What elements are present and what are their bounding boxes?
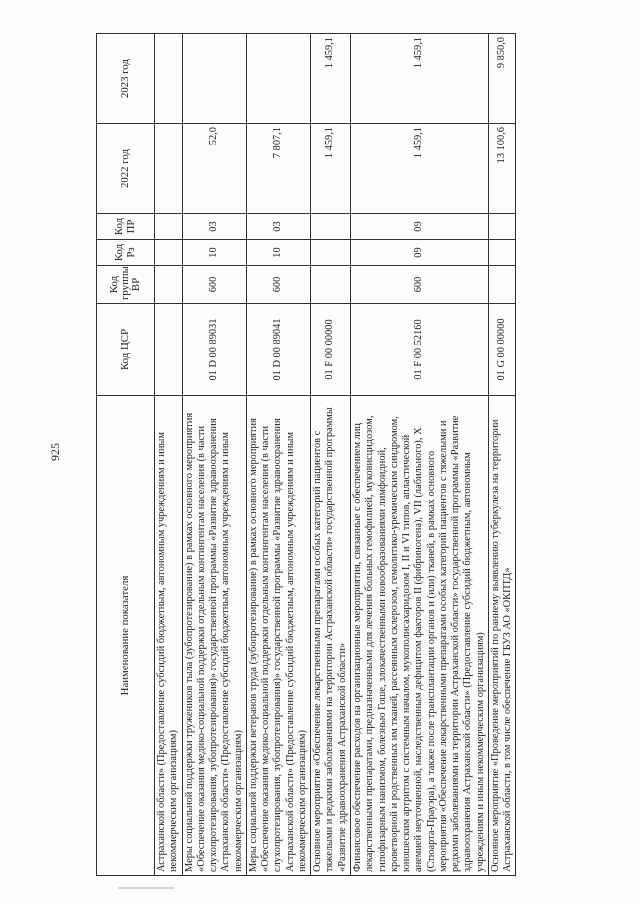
row-rz: 10 bbox=[246, 240, 310, 266]
row-csr bbox=[155, 304, 183, 396]
row-2022: 1 459,1 bbox=[311, 124, 351, 214]
budget-table bbox=[96, 33, 516, 876]
row-csr: 01 F 00 52160 bbox=[350, 304, 488, 396]
table-row bbox=[182, 34, 246, 876]
row-name: Меры социальной поддержки тружеников тыла (зубопротезирование) в рамках основного мероприятия «Обеспечение оказания медико-социальной поддержки отдельным контингентам населения (в части слухопротезирования, зубопротезирования)» государственной программы «Развитие здравоохранения Астраханской области» (Предоставление субсидий бюджетным, автономным учреждениям и иным некоммерческим организациям) bbox=[182, 396, 246, 876]
row-vr: 600 bbox=[182, 266, 246, 304]
row-csr: 01 G 00 00000 bbox=[488, 304, 516, 396]
page-number: 925 bbox=[48, 443, 62, 461]
table-row bbox=[350, 34, 488, 876]
table-header-row bbox=[97, 34, 155, 876]
row-vr: 600 bbox=[246, 266, 310, 304]
row-pr bbox=[488, 214, 516, 240]
row-2022: 13 100,6 bbox=[488, 124, 516, 214]
row-2023 bbox=[182, 34, 246, 124]
row-pr: 03 bbox=[182, 214, 246, 240]
row-csr: 01 F 00 00000 bbox=[311, 304, 351, 396]
row-vr: 600 bbox=[350, 266, 488, 304]
row-rz bbox=[488, 240, 516, 266]
row-2022: 1 459,1 bbox=[350, 124, 488, 214]
row-2023 bbox=[155, 34, 183, 124]
row-pr bbox=[311, 214, 351, 240]
row-name: Основное мероприятие «Проведение мероприятий по раннему выявлению туберкулеза на территории Астраханской области, в том числе обеспечение ГБУЗ АО «ОКПТД» bbox=[488, 396, 516, 876]
header-pr: Код ПР bbox=[97, 214, 155, 240]
row-name: Основное мероприятие «Обеспечение лекарственными препаратами особых категорий пациентов с тяжелыми и редкими заболеваниями на территории Астраханской области» государственной программы «Развитие здравоохранения Астраханской области» bbox=[311, 396, 351, 876]
table-row bbox=[311, 34, 351, 876]
row-2023 bbox=[246, 34, 310, 124]
row-vr bbox=[311, 266, 351, 304]
row-pr: 03 bbox=[246, 214, 310, 240]
row-2023: 1 459,1 bbox=[311, 34, 351, 124]
header-vr: Код группы ВР bbox=[97, 266, 155, 304]
row-vr bbox=[488, 266, 516, 304]
row-name: Астраханской области» (Предоставление субсидий бюджетным, автономным учреждениям и иным некоммерческим организациям) bbox=[155, 396, 183, 876]
header-2022: 2022 год bbox=[97, 124, 155, 214]
table-row bbox=[488, 34, 516, 876]
scan-artifact-line bbox=[118, 887, 174, 889]
row-name: Финансовое обеспечение расходов на организационные мероприятия, связанные с обеспечением лиц лекарственными препаратами, предназначенными для лечения больных гемофилией, муковисцидозом, гипофизарным нанизмом, болезнью Гоше, злокачественными новообразованиями лимфоидной, кроветворной и родственных им тканей, рассеянным склерозом, гемолитико-уремическим синдромом, юношеским артритом с системным началом, мукополисахаридозом I, II и VI типов, апластической анемией неуточненной, наследственным дефицитом факторов II (фибриногена), VII (лабильного), X (Стюарта-Прауэра), а также после трансплантации органов и (или) тканей, в рамках основного мероприятия «Обеспечение лекарственными препаратами особых категорий пациентов с тяжелыми и редкими заболеваниями на территории Астраханской области» государственной программы «Развитие здравоохранения Астраханской области» (Предоставление субсидий бюджетным, автономным учреждениям и иным некоммерческим организациям) bbox=[350, 396, 488, 876]
row-2022: 52,0 bbox=[182, 124, 246, 214]
row-rz: 10 bbox=[182, 240, 246, 266]
row-csr: 01 D 00 89031 bbox=[182, 304, 246, 396]
row-rz bbox=[155, 240, 183, 266]
row-2023: 1 459,1 bbox=[350, 34, 488, 124]
row-csr: 01 D 00 89041 bbox=[246, 304, 310, 396]
rotated-table-container bbox=[96, 34, 576, 876]
row-pr bbox=[155, 214, 183, 240]
row-pr: 09 bbox=[350, 214, 488, 240]
header-2023: 2023 год bbox=[97, 34, 155, 124]
table-row bbox=[246, 34, 310, 876]
row-vr bbox=[155, 266, 183, 304]
row-rz: 09 bbox=[350, 240, 488, 266]
row-2023: 9 850,0 bbox=[488, 34, 516, 124]
row-2022: 7 807,1 bbox=[246, 124, 310, 214]
row-2022 bbox=[155, 124, 183, 214]
header-name: Наименование показателя bbox=[97, 396, 155, 876]
row-name: Меры социальной поддержки ветеранов труда (зубопротезирование) в рамках основного мероприятия «Обеспечение оказания медико-социальной поддержки отдельным контингентам населения (в части слухопротезирования, зубопротезирования)» государственной программы «Развитие здравоохранения Астраханской области» (Предоставление субсидий бюджетным, автономным учреждениям и иным некоммерческим организациям) bbox=[246, 396, 310, 876]
row-rz bbox=[311, 240, 351, 266]
header-rz: Код Рз bbox=[97, 240, 155, 266]
header-csr: Код ЦСР bbox=[97, 304, 155, 396]
table-row bbox=[155, 34, 183, 876]
